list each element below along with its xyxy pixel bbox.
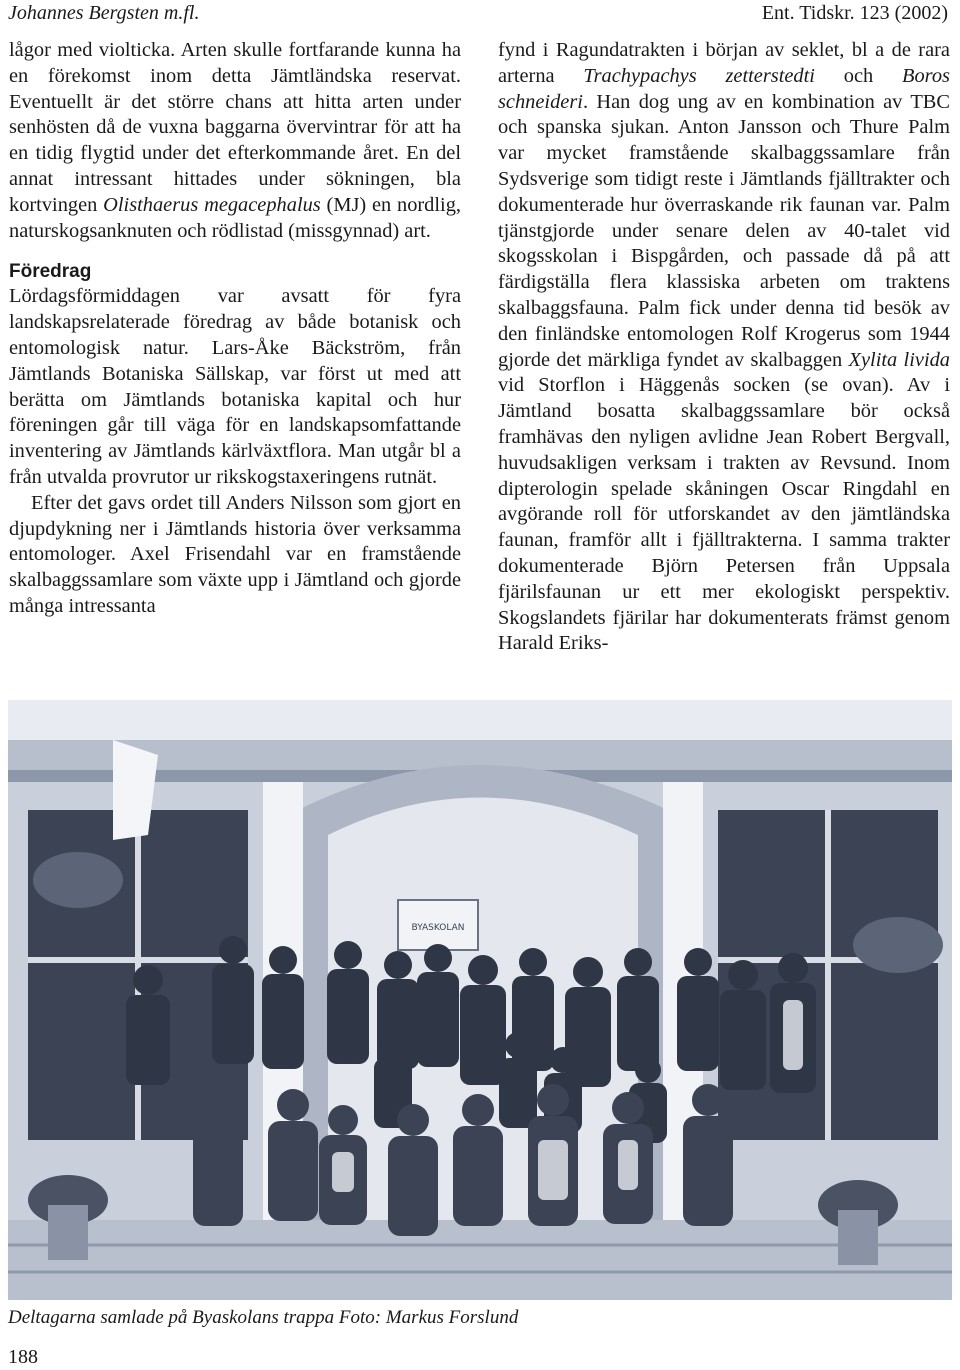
paragraph: Lördagsförmiddagen var avsatt för fyra landskapsrelaterade föredrag av både botanisk och entomologisk natur. Lars-Åke Bäckström, från Jämtlands Botaniska Sällskap, var först ut med att berätta om Jämtlands botaniska kapital och hur föreningen går till väga för en landskapsomfattande inventering av Jämtlands kärlväxtflora. Man utgår bl a från utvalda provrutor ur rikskogstaxeringens rutnät. — [9, 285, 461, 488]
group-photo-illustration — [8, 700, 952, 1300]
photo-caption: Deltagarna samlade på Byaskolans trappa Foto: Markus Forslund — [8, 1307, 519, 1328]
running-header-journal: Ent. Tidskr. 123 (2002) — [761, 2, 948, 24]
species-name: Boros schneideri — [498, 64, 950, 113]
paragraph: fynd i Ragundatrakten i början av seklet, bl a de rara arterna Trachypachys zetterstedti och Boros schneideri. Han dog ung av en kombination av TBC och spanska sjukan. Anton Jansson och Thure Palm var mycket framstående skalbaggssamlare från Sydsverige som tidigt reste i Jämtlands fjälltrakter och dokumenterade hur överraskande rik faunan var. Palm tjänstgjorde under senare delen av 40-talet vid skogsskolan i Bispgården, och passade då på att färdigställa flera klassiska arbeten om traktens skalbaggsfauna. Palm fick under denna tid besök av den finländske entomologen Rolf Krogerus som 1944 gjorde det märkliga fyndet av skalbaggen Xylita livida vid Storflon i Häggenås socken (se ovan). Av i Jämtland bosatta skalbaggssamlare bör också framhävas den nyligen avlidne Jean Robert Bergvall, huvudsakligen verksam i trakten av Revsund. Inom dipterologin spelade skåningen Oscar Ringdahl en avgörande roll för utforskandet av den jämtländska faunan, framför allt i fjälltrakterna. I samma trakter dokumenterade Björn Petersen från Uppsala fjärilsfaunan ur ett mer ekologiskt perspektiv. Skogslandets fjärilar har dokumenterats främst genom Harald Eriks- — [498, 39, 950, 655]
paragraph: Efter det gavs ordet till Anders Nilsson som gjort en djupdykning ner i Jämtlands historia över verksamma entomologer. Axel Frisendahl var en framstående skalbaggssamlare som växte upp i Jämtland och gjorde många intressanta — [9, 491, 461, 617]
section-heading: Föredrag — [9, 261, 92, 283]
species-name: Olisthaerus megacephalus — [103, 193, 321, 216]
door-sign-text: BYASKOLAN — [411, 923, 465, 933]
running-header-authors: Johannes Bergsten m.fl. — [8, 2, 200, 24]
paragraph: lågor med violticka. Arten skulle fortfarande kunna ha en förekomst inom detta Jämtländska reservat. Eventuellt är det större chans att hitta arten under senhösten då de vuxna baggarna övervintrar för att ha en tidig flygtid under det efterkommande året. En del annat intressant hittades under sökningen, bla kortvingen Olisthaerus megacephalus (MJ) en nordlig, naturskogsanknuten och rödlistad (missgynnad) art. — [9, 39, 461, 242]
species-name: Xylita livida — [848, 348, 950, 371]
page-number: 188 — [8, 1346, 38, 1368]
right-text-column — [498, 38, 950, 657]
species-name: Trachypachys zetterstedti — [583, 64, 815, 87]
group-photo — [8, 700, 952, 1300]
left-text-column — [9, 38, 461, 620]
